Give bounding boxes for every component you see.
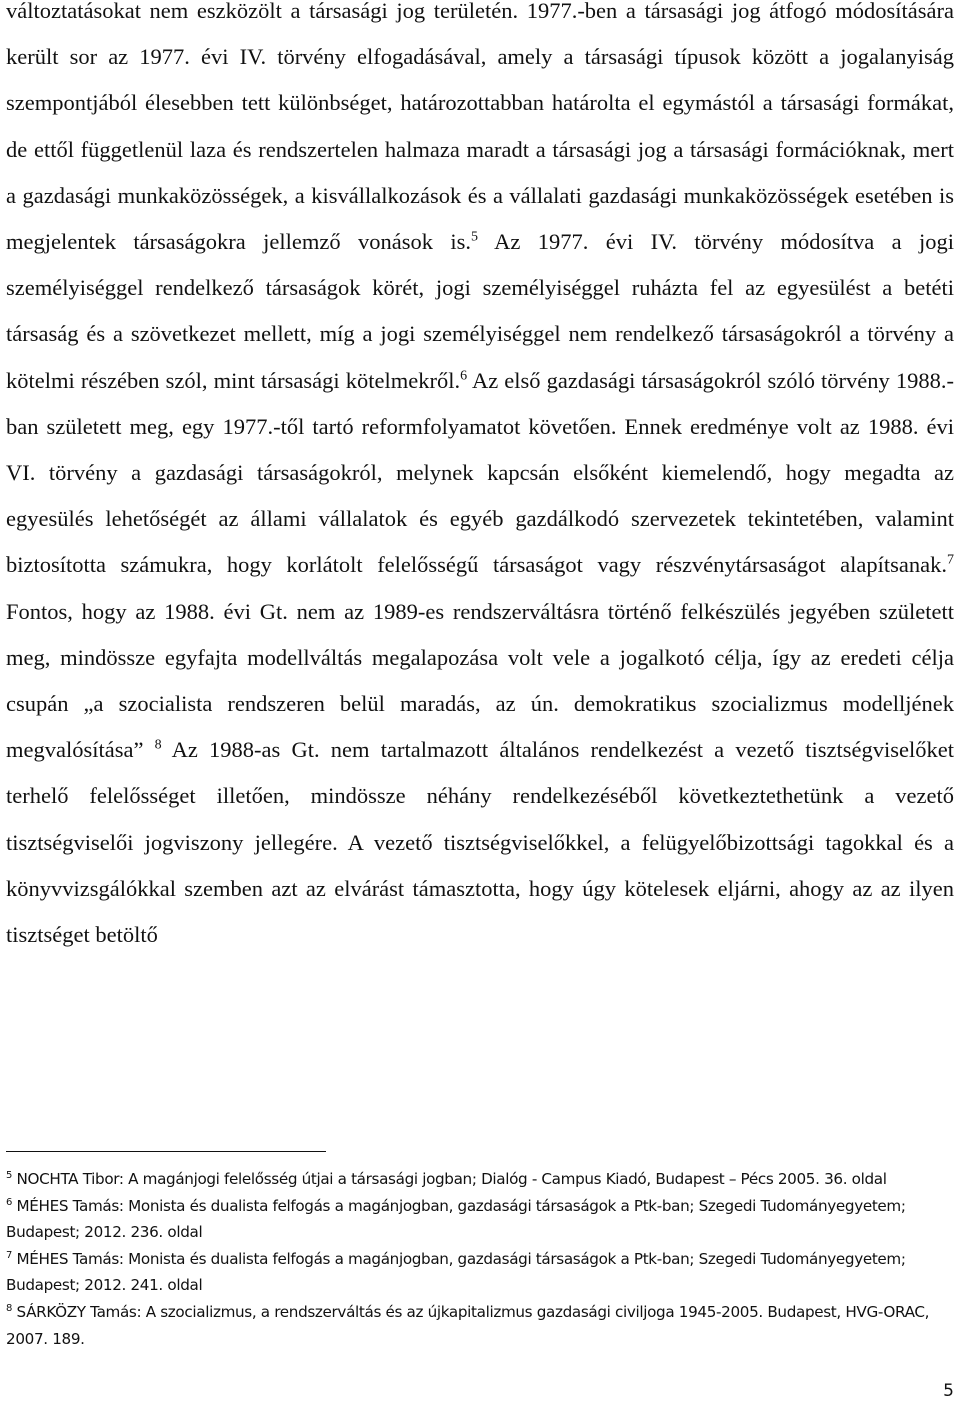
footnote — [6, 1299, 954, 1352]
body-text-segment: Az első gazdasági társaságokról szóló törvény 1988.-ban született meg, egy 1977.-től tartó reformfolyamatot követően. Ennek eredménye volt az 1988. évi VI. törvény a gazdasági társaságokról, melynek kapcsán elsőként kiemelendő, hogy megadta az egyesülés lehetőségét az állami vállalatok és egyéb gazdálkodó szervezetek tekintetében, valamint biztosította számukra, hogy korlátolt felelősségű társaságot vagy részvénytársaságot alapítsanak. — [6, 367, 954, 578]
footnote-text: NOCHTA Tibor: A magánjogi felelősség útjai a társasági jogban; Dialóg - Campus Kiadó, Budapest – Pécs 2005. 36. oldal — [16, 1170, 887, 1188]
footnote-ref[interactable]: 6 — [460, 368, 468, 384]
footnotes — [6, 1166, 954, 1352]
footnote-number: 5 — [6, 1169, 13, 1181]
footnote-text: MÉHES Tamás: Monista és dualista felfogás a magánjogban, gazdasági társaságok a Ptk-ban; Szegedi Tudományegyetem; Budapest; 2012. 236. oldal — [6, 1196, 906, 1242]
footnote-ref[interactable]: 7 — [947, 552, 954, 568]
footnote-ref[interactable]: 8 — [154, 737, 162, 753]
footnote-number: 6 — [6, 1196, 13, 1208]
body-text-segment: Az 1977. évi IV. törvény módosítva a jogi személyiséggel rendelkező társaságok körét, jogi személyiséggel ruházta fel az egyesülést a betéti társaság és a szövetkezet mellett, míg a jogi személyiséggel nem rendelkező társaságokról a törvény a kötelmi részében szól, mint társasági kötelmekről. — [6, 229, 954, 393]
footnote-text: SÁRKÖZY Tamás: A szocializmus, a rendszerváltás és az újkapitalizmus gazdasági civiljoga 1945-2005. Budapest, HVG-ORAC, 2007. 189. — [6, 1302, 930, 1348]
footnote — [6, 1246, 954, 1299]
footnote-text: MÉHES Tamás: Monista és dualista felfogás a magánjogban, gazdasági társaságok a Ptk-ban; Szegedi Tudományegyetem; Budapest; 2012. 241. oldal — [6, 1249, 906, 1295]
body-text-segment: változtatásokat nem eszközölt a társasági jog területén. 1977.-ben a társasági jog átfogó módosítására került sor az 1977. évi IV. törvény elfogadásával, amely a társasági típusok között a jogalanyiság szempontjából élesebben tett különbséget, határozottabban határolta el egymástól a társasági formákat, de ettől függetlenül laza és rendszertelen halmaza maradt a társasági jog a társasági formációknak, mert a gazdasági munkaközösségek, a kisvállalkozások és a vállalati gazdasági munkaközösségek esetében is megjelentek társaságokra jellemző vonások is. — [6, 0, 954, 255]
footnote-number: 7 — [6, 1249, 13, 1261]
body-paragraph — [6, 0, 954, 958]
page-number: 5 — [943, 1381, 954, 1401]
footnote-separator — [6, 1151, 326, 1152]
body-text-segment: Fontos, hogy az 1988. évi Gt. nem az 1989-es rendszerváltásra történő felkészülés jegyében született meg, mindössze egyfajta modellváltás megalapozása volt vele a jogalkotó célja, így az eredeti célja csupán „a szocialista rendszeren belül maradás, az ún. demokratikus szocializmus modelljének megvalósítása” — [6, 598, 954, 763]
footnote-ref[interactable]: 5 — [470, 229, 478, 245]
body-text-segment: Az 1988-as Gt. nem tartalmazott általános rendelkezést a vezető tisztségviselőket terhelő felelősséget illetően, mindössze néhány rendelkezéséből következtethetünk a vezető tisztségviselői jogviszony jellegére. A vezető tisztségviselőkkel, a felügyelőbizottsági tagokkal és a könyvvizsgálókkal szemben azt az elvárást támasztotta, hogy úgy kötelesek eljárni, ahogy az az ilyen tisztséget betöltő — [6, 737, 954, 948]
footnote — [6, 1166, 954, 1193]
footnote — [6, 1193, 954, 1246]
footnote-number: 8 — [6, 1302, 13, 1314]
